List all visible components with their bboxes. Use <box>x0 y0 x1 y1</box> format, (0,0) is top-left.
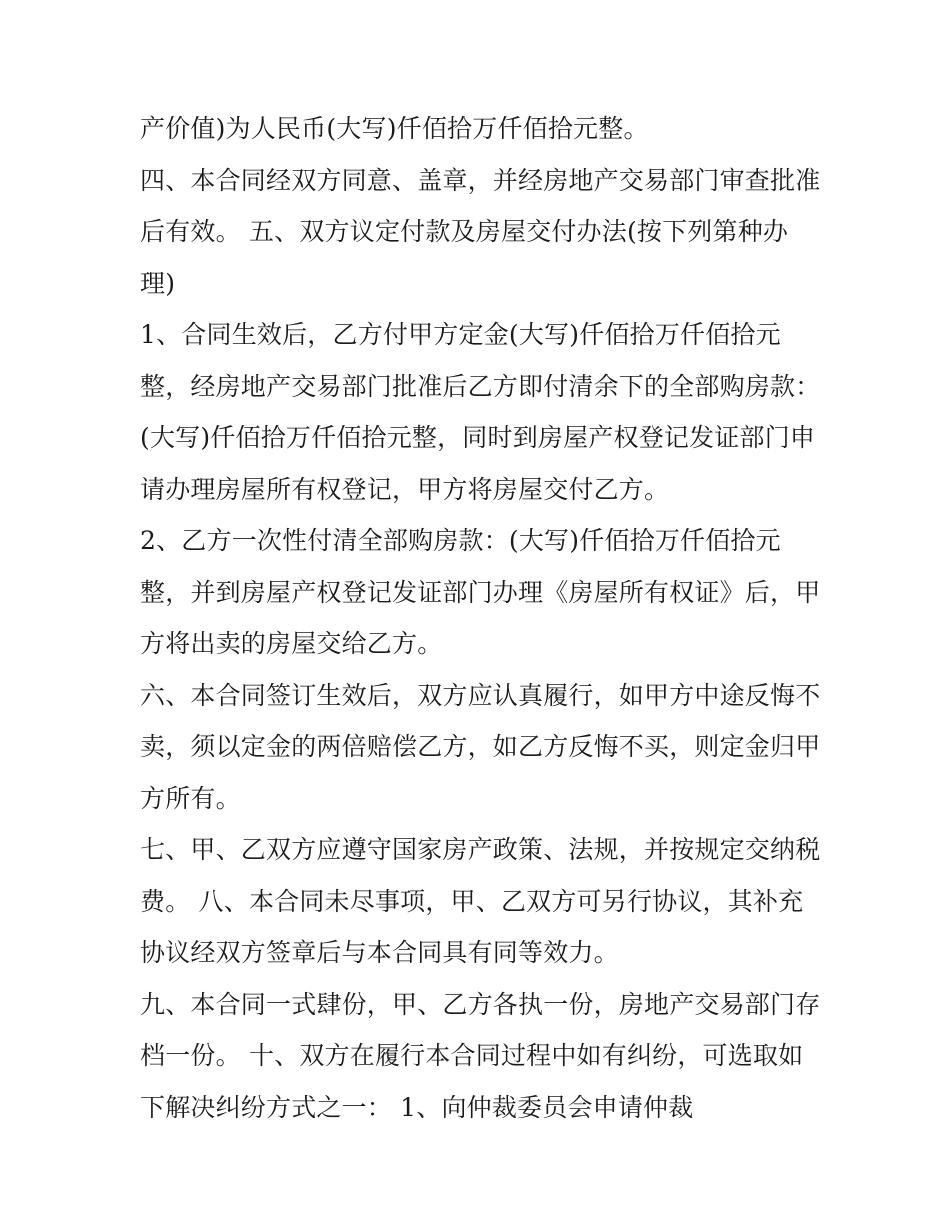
text-line: 协议经双方签章后与本合同具有同等效力。 <box>140 938 619 967</box>
text-line: 九、本合同一式肆份，甲、乙方各执一份，房地产交易部门存 <box>140 990 821 1019</box>
text-line: 整，并到房屋产权登记发证部门办理《房屋所有权证》后，甲 <box>140 578 821 607</box>
text-line: 七、甲、乙双方应遵守国家房产政策、法规，并按规定交纳税 <box>140 835 821 864</box>
text-line: 2、乙方一次性付清全部购房款：(大写)仟佰拾万仟佰拾元 <box>140 526 781 555</box>
text-line: (大写)仟佰拾万仟佰拾元整，同时到房屋产权登记发证部门申 <box>140 423 816 452</box>
text-line: 理) <box>140 269 176 298</box>
text-line: 方将出卖的房屋交给乙方。 <box>140 629 443 658</box>
text-line: 费。 八、本合同未尽事项，甲、乙双方可另行协议，其补充 <box>140 887 804 916</box>
text-line: 请办理房屋所有权登记，甲方将房屋交付乙方。 <box>140 475 670 504</box>
text-line: 卖，须以定金的两倍赔偿乙方，如乙方反悔不买，则定金归甲 <box>140 732 821 761</box>
text-line: 1、合同生效后，乙方付甲方定金(大写)仟佰拾万仟佰拾元 <box>140 320 781 349</box>
text-line: 整，经房地产交易部门批准后乙方即付清余下的全部购房款： <box>140 372 821 401</box>
text-line: 六、本合同签订生效后，双方应认真履行，如甲方中途反悔不 <box>140 681 821 710</box>
text-line: 四、本合同经双方同意、盖章，并经房地产交易部门审查批准 <box>140 166 821 195</box>
text-line: 方所有。 <box>140 784 241 813</box>
text-line: 下解决纠纷方式之一： 1、向仲裁委员会申请仲裁 <box>140 1093 694 1122</box>
text-line: 档一份。 十、双方在履行本合同过程中如有纠纷，可选取如 <box>140 1041 804 1070</box>
text-line: 产价值)为人民币(大写)仟佰拾万仟佰拾元整。 <box>140 114 649 143</box>
text-line: 后有效。 五、双方议定付款及房屋交付办法(按下列第种办 <box>140 217 789 246</box>
